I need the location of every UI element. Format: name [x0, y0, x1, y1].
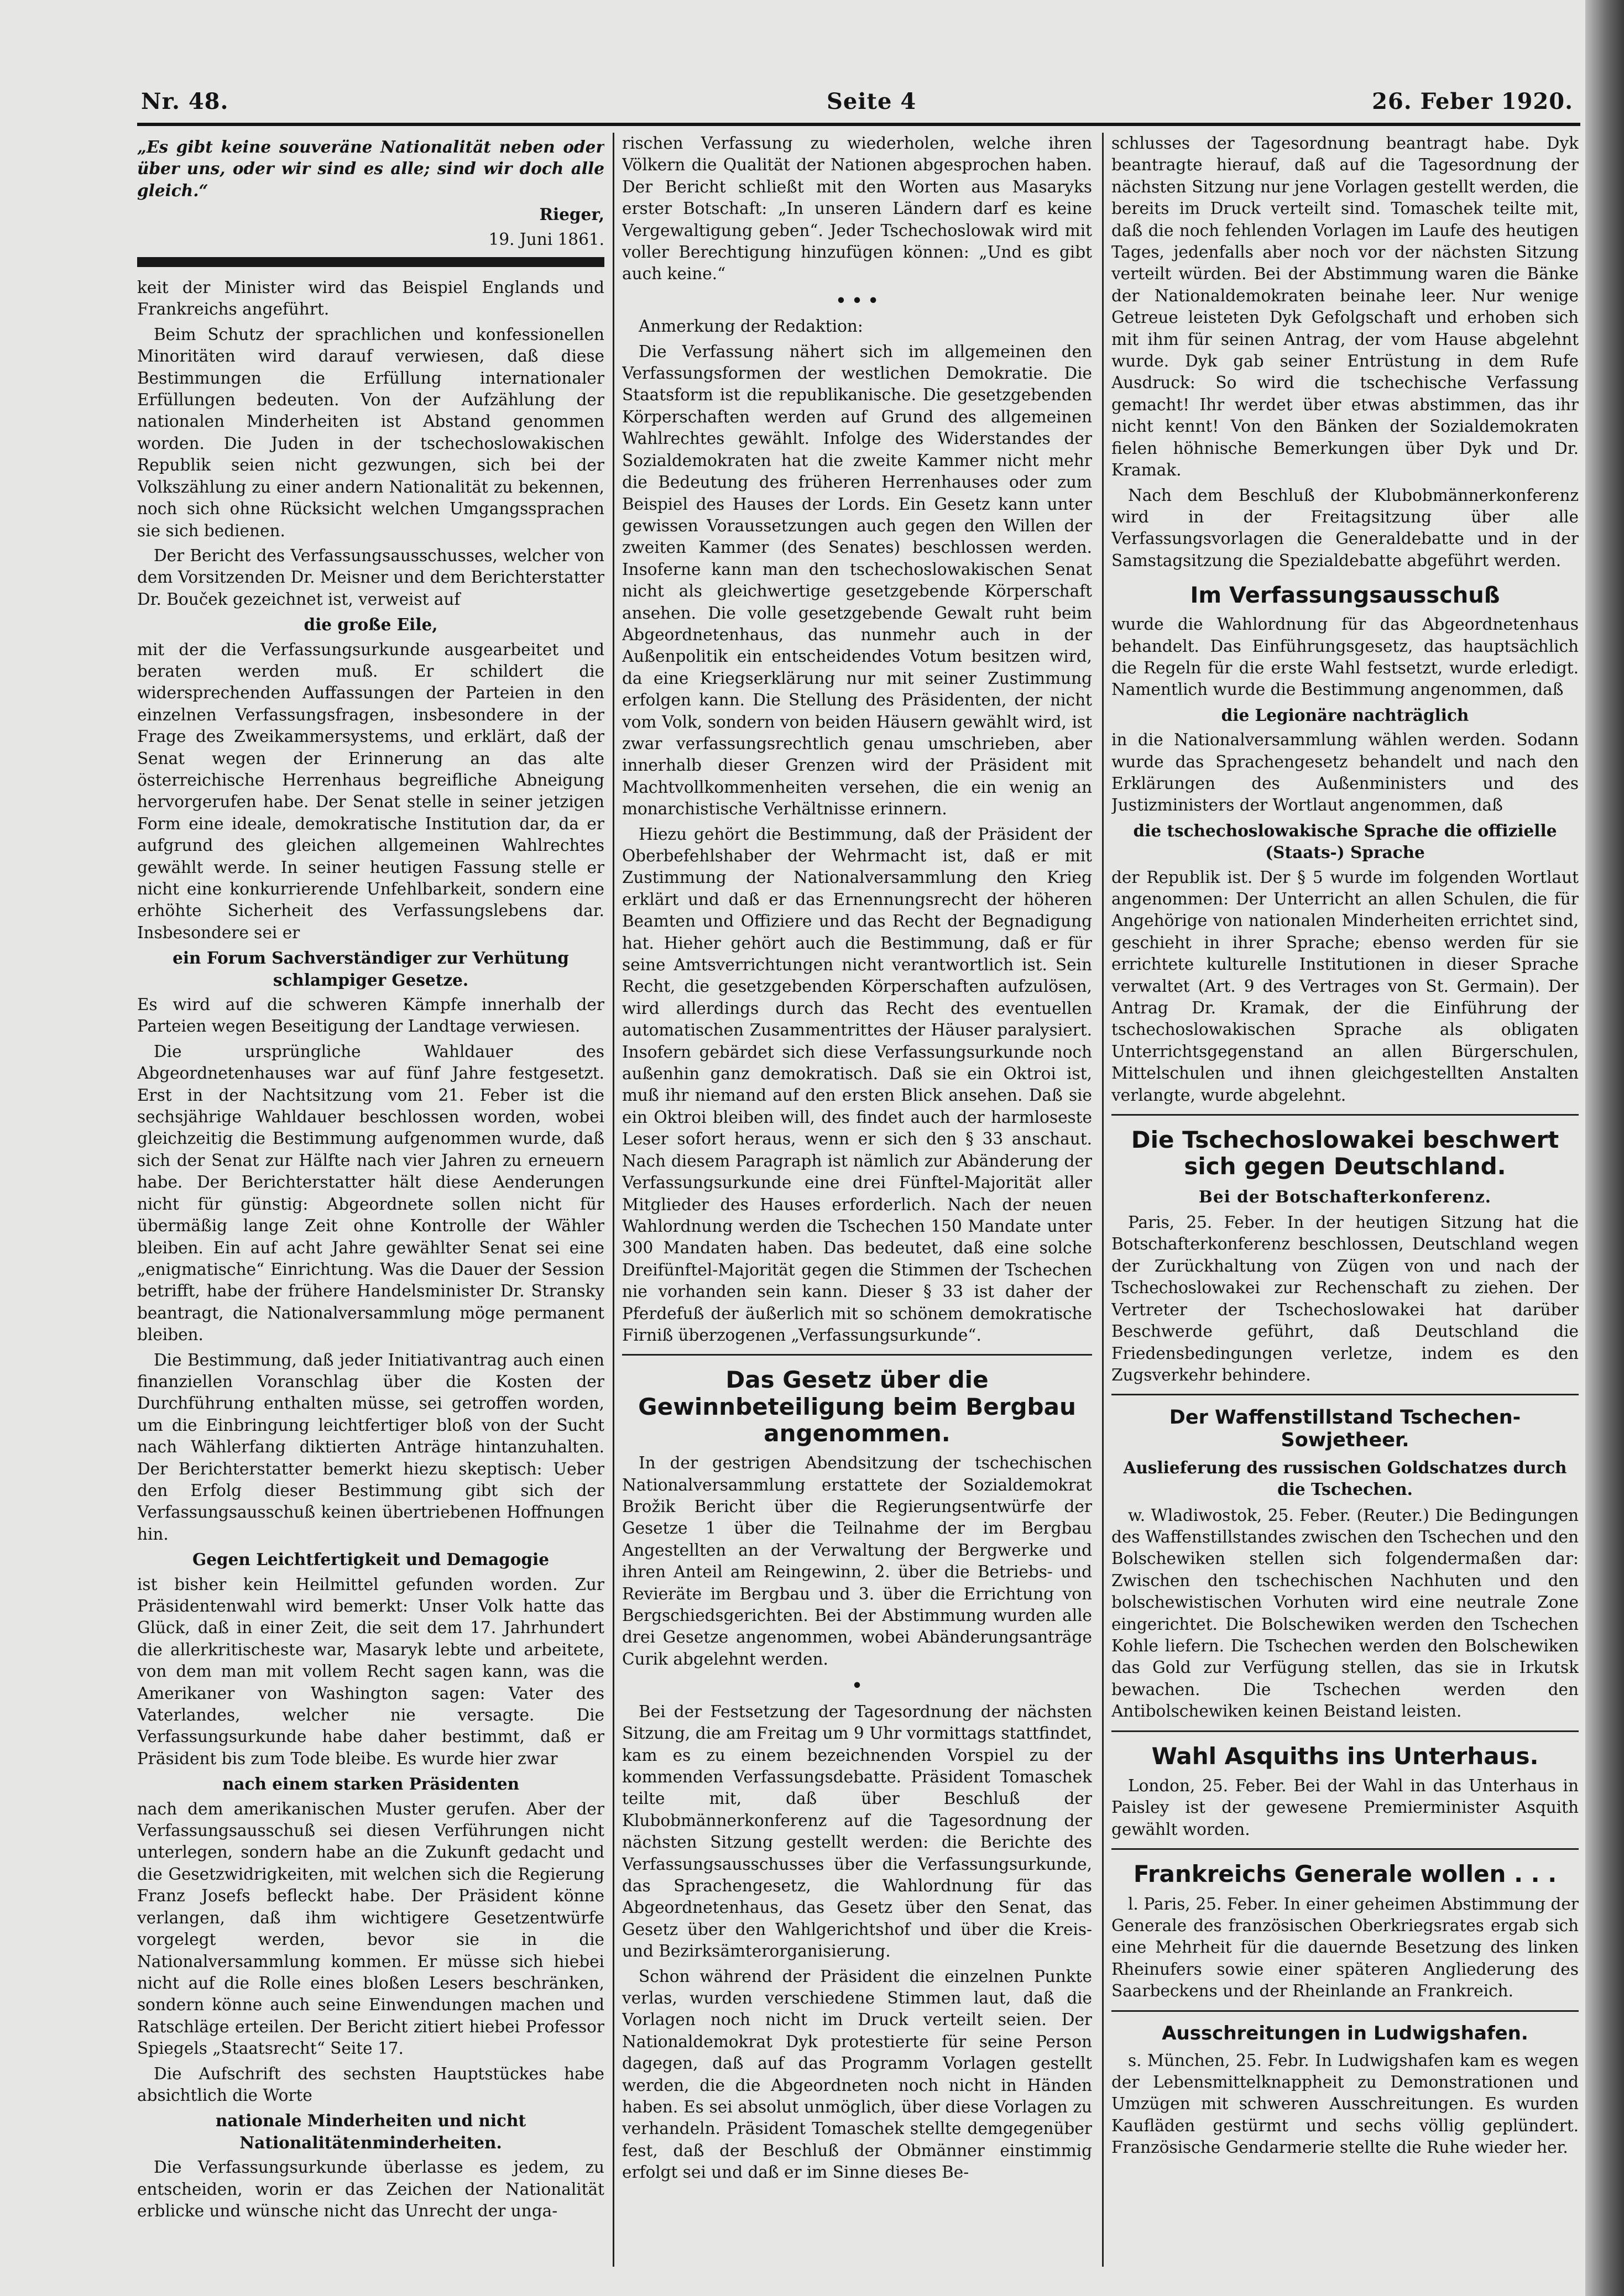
column-rule: [1102, 133, 1104, 2267]
article-paragraph: London, 25. Feber. Bei der Wahl in das Unterhaus in Paisley ist der gewesene Premierminister Asquith gewählt worden.: [1111, 1776, 1579, 1839]
section-rule: [1111, 1394, 1579, 1395]
article-paragraph: Die Verfassungsurkunde überlasse es jedem, zu entscheiden, worin er das Zeichen der Nationalität erblicke und wünsche nicht das Unrecht der unga-: [137, 2158, 604, 2220]
section-rule: [1111, 1730, 1579, 1732]
subheading: die große Eile,: [304, 615, 438, 635]
article-paragraph: Beim Schutz der sprachlichen und konfessionellen Minoritäten wird darauf verwiesen, daß diese Bestimmungen die Erfüllung internationaler Erfüllungen bedeuten. Von der Aufzählung der nationalen Minderheiten ist Abstand genommen worden. Die Juden in der tschechoslowakischen Republik seien nicht gezwungen, sich bei der Volkszählung zu einer andern Nationalität zu bekennen, noch sich ohne Rücksicht welchen Umgangssprachen sie sich bedienen.: [137, 325, 604, 540]
headline-verfassungsausschuss: Im Verfassungsausschuß: [1190, 583, 1500, 609]
article-paragraph: l. Paris, 25. Feber. In einer geheimen Abstimmung der Generale des französischen Oberkriegsrates ergab sich eine Mehrheit für die dauernde Besetzung des linken Rheinufers sowie einer späteren Angliederung des Saarbeckens und der Rheinlande an Frankreich.: [1111, 1894, 1579, 2001]
article-paragraph: der Republik ist. Der § 5 wurde im folgenden Wortlaut angenommen: Der Unterricht an allen Schulen, die für Angehörige von nationalen Minderheiten errichtet sind, geschieht in ihrer Sprache; ebenso werden für sie errichtete kulturelle Institutionen in dieser Sprache verwaltet (Art. 9 des Vertrages von St. Germain). Der Antrag Dr. Kramak, der die Einführung der tschechoslowakischen Sprache als obligaten Unterrichtsgegenstand an allen Bürgerschulen, Mittelschulen und ihnen gleichgestellten Anstalten verlangte, wurde abgelehnt.: [1111, 867, 1579, 1105]
motto-date: 19. Juni 1861.: [488, 229, 604, 249]
article-paragraph: In der gestrigen Abendsitzung der tschechischen Nationalversammlung erstattete der Sozialdemokrat Brožik Bericht über die Regierungsentwürfe der Gesetze 1 über die Teilnahme der im Bergbau Angestellten an der Verwaltung der Bergwerke und ihren Anteil am Reingewinn, 2. über die Betriebs- und Revieräte im Bergbau und 3. über die Errichtung von Bergschiedsgerichten. Bei der Abstimmung wurden alle drei Gesetze angenommen, wobei Abänderungsanträge Curik abgelehnt werden.: [622, 1453, 1092, 1669]
subheading: ein Forum Sachverständiger zur Verhütung schlampiger Gesetze.: [173, 948, 569, 990]
article-paragraph: Nach dem Beschluß der Klubobmännerkonferenz wird in der Freitagsitzung über alle Verfassungsvorlagen die Generaldebatte und in der Samstagsitzung die Spezialdebatte abgeführt werden.: [1111, 485, 1579, 570]
section-rule: [1111, 2010, 1579, 2012]
issue-number: Nr. 48.: [141, 88, 229, 114]
article-paragraph: s. München, 25. Febr. In Ludwigshafen kam es wegen der Lebensmittelknappheit zu Demonstrationen und Umzügen mit schweren Ausschreitungen. Es wurden Kaufläden gestürmt und sechs völlig geplündert. Französische Gendarmerie stellte die Ruhe wieder her.: [1111, 2051, 1579, 2157]
article-paragraph: ist bisher kein Heilmittel gefunden worden. Zur Präsidentenwahl wird bemerkt: Unser Volk hatte das Glück, daß in einer Zeit, die seit dem 17. Jahrhundert die allerkritischeste war, Masaryk lebte und arbeitete, von dem man mit vollem Recht sagen kann, was die Amerikaner von Washington sagen: Vater des Vaterlandes, welcher nie versagte. Die Verfassungsurkunde habe daher bestimmt, daß er Präsident bis zum Tode bleibe. Es wurde hier zwar: [137, 1575, 604, 1768]
article-paragraph: keit der Minister wird das Beispiel Englands und Frankreichs angeführt.: [137, 278, 604, 319]
headline-gewinnbeteiligung: Das Gesetz über die Gewinnbeteiligung beim Bergbau angenommen.: [638, 1366, 1076, 1447]
headline-waffenstillstand: Der Waffenstillstand Tschechen-Sowjetheer.: [1169, 1406, 1521, 1451]
article-paragraph: in die Nationalversammlung wählen werden. Sodann wurde das Sprachengesetz behandelt und nach den Erklärungen des Außenministers und des Justizministers der Wortlaut angenommen, daß: [1111, 730, 1579, 815]
subheadline: Auslieferung des russischen Goldschatzes durch die Tschechen.: [1123, 1457, 1567, 1499]
subheading: nach einem starken Präsidenten: [222, 1774, 520, 1794]
subheading: Gegen Leichtfertigkeit und Demagogie: [192, 1550, 549, 1570]
subheading: nationale Minderheiten und nicht Nationalitätenminderheiten.: [215, 2111, 526, 2152]
section-rule: [1111, 1848, 1579, 1850]
column-rule: [613, 133, 614, 2267]
article-paragraph: Die Bestimmung, daß jeder Initiativantrag auch einen finanziellen Voranschlag über die Kosten der Durchführung enthalten müsse, sei getroffen worden, um die Einbringung leichtfertiger bloß von der Sucht nach Wählerfang diktierten Anträge hintanzuhalten. Der Berichterstatter bemerkt hiezu skeptisch: Ueber den Erfolg dieser Bestimmung gibt sich der Verfassungsausschuß keinen übertriebenen Hoffnungen hin.: [137, 1350, 604, 1544]
article-paragraph: Die Verfassung nähert sich im allgemeinen den Verfassungsformen der westlichen Demokratie. Die Staatsform ist die republikanische. Die gesetzgebenden Körperschaften werden auf Grund des allgemeinen Wahlrechtes gewählt. Infolge des Widerstandes der Sozialdemokraten hat die zweite Kammer nicht mehr die Bedeutung des früheren Herrenhauses oder zum Beispiel des Hauses der Lords. Ein Gesetz kann unter gewissen Voraussetzungen auch gegen den Willen der zweiten Kammer (des Senates) beschlossen werden. Insoferne kann man den tschechoslowakischen Senat nicht als gleichwertige gesetzgebende Körperschaft ansehen. Die volle gesetzgebende Gewalt ruht beim Abgeordnetenhaus, das nunmehr auch in der Außenpolitik ein entscheidendes Votum besitzen wird, da eine Kriegserklärung nur mit seiner Zustimmung erfolgen kann. Die Stellung des Präsidenten, der nicht vom Volk, sondern von beiden Häusern gewählt wird, ist zwar verfassungsrechtlich genau umschrieben, aber innerhalb dieser Grenzen wird der Präsident mit Machtvollkommenheiten versehen, die ein wenig an monarchistische Verhältnisse erinnern.: [622, 342, 1092, 819]
article-paragraph: Schon während der Präsident die einzelnen Punkte verlas, wurden verschiedene Stimmen laut, daß die Vorlagen noch nicht im Druck verteilt seien. Der Nationaldemokrat Dyk protestierte für seine Person dagegen, daß auf das Programm Vorlagen gestellt werden, die die Abgeordneten noch nicht in Händen haben. Es sei absolut unmöglich, über diese Vorlagen zu verhandeln. Präsident Tomaschek stellte demgegenüber fest, daß der Beschluß der Obmänner einstimmig erfolgt sei und daß er im Sinne dieses Be-: [622, 1966, 1092, 2182]
binding-shadow: [1585, 0, 1624, 2296]
column-1: [137, 133, 604, 2278]
article-paragraph: schlusses der Tagesordnung beantragt habe. Dyk beantragte hierauf, daß auf die Tagesordnung der nächsten Sitzung nur jene Vorlagen gestellt werden, die bereits im Druck verteilt sind. Tomaschek teilte mit, daß die noch fehlenden Vorlagen im Laufe des heutigen Tages, jedenfalls aber noch vor der nächsten Sitzung verteilt würden. Bei der Abstimmung waren die Bänke der Nationaldemokraten beinahe leer. Nur wenige Getreue leisteten Dyk Gefolgschaft und erhoben sich mit ihm für seinen Antrag, der vom Hause abgelehnt wurde. Dyk gab seiner Entrüstung in dem Rufe Ausdruck: So wird die tschechische Verfassung gemacht! Ihr werdet über etwas abstimmen, das ihr nicht kennt! Von den Bänken der Sozialdemokraten fielen höhnische Bemerkungen über Dyk und Dr. Kramak.: [1111, 134, 1579, 480]
article-paragraph: Hiezu gehört die Bestimmung, daß der Präsident der Oberbefehlshaber der Wehrmacht ist, daß er mit Zustimmung der Nationalversammlung den Krieg erklärt und daß er das Ernennungsrecht der höheren Beamten und Offiziere und das Recht der Begnadigung hat. Hieher gehört auch die Bestimmung, daß er für seine Amtsverrichtungen nicht verantwortlich ist. Sein Recht, die gesetzgebenden Körperschaften aufzulösen, wird allerdings durch das Recht des eventuellen automatischen Zusammentrittes der Häuser paralysiert. Insofern gebärdet sich diese Verfassungsurkunde noch außenhin ganz demokratisch. Daß sie ein Oktroi ist, muß ihr niemand auf den ersten Blick ansehen. Daß sie ein Oktroi bleiben will, des findet auch der harmloseste Leser sofort heraus, wenn er sich den § 33 anschaut. Nach diesem Paragraph ist nämlich zur Abänderung der Verfassungsurkunde eine drei Fünftel-Majorität aller Mitglieder des Hauses erforderlich. Nach der neuen Wahlordnung werden die Tschechen 150 Mandate unter 300 Mandaten haben. Das bedeutet, daß eine solche Dreifünftel-Majorität gegen die Stimmen der Tschechen nie vorhanden sein kann. Dieser § 33 ist daher der Pferdefuß der äußerlich mit so schönem demokratische Firniß überzogenen „Verfassungsurkunde“.: [622, 824, 1092, 1345]
column-3: [1111, 133, 1579, 2278]
editorial-note-heading: Anmerkung der Redaktion:: [639, 317, 863, 336]
article-paragraph: Es wird auf die schweren Kämpfe innerhalb der Parteien wegen Beseitigung der Landtage verwiesen.: [137, 995, 604, 1036]
motto-quote: „Es gibt keine souveräne Nationalität neben oder über uns, oder wir sind es alle; sind wir doch alle gleich.“: [137, 137, 604, 200]
header-rule: [137, 123, 1580, 126]
section-rule: [622, 1354, 1092, 1356]
subheadline: Bei der Botschafterkonferenz.: [1198, 1186, 1492, 1206]
headline-tschechoslowakei: Die Tschechoslowakei beschwert sich gegen Deutschland.: [1131, 1126, 1559, 1180]
column-2: [622, 133, 1092, 2278]
motto-author: Rieger,: [539, 205, 604, 224]
article-paragraph: rischen Verfassung zu wiederholen, welche ihren Völkern die Qualität der Nationen abgesprochen haben. Der Bericht schließt mit den Worten aus Masaryks erster Botschaft: „In unseren Ländern darf es keine Vergewaltigung geben“. Jeder Tschechoslowak wird mit voller Berechtigung hinzufügen können: „Und es gibt auch keine.“: [622, 134, 1092, 284]
article-paragraph: Der Bericht des Verfassungsausschusses, welcher von dem Vorsitzenden Dr. Meisner und dem Berichterstatter Dr. Bouček gezeichnet ist, verweist auf: [137, 546, 604, 609]
section-rule: [1111, 1114, 1579, 1116]
headline-ludwigshafen: Ausschreitungen in Ludwigshafen.: [1162, 2022, 1528, 2044]
separator-star: •: [852, 1676, 863, 1696]
page-header: [141, 88, 1573, 127]
section-rule: [137, 257, 604, 267]
page-number: Seite 4: [827, 88, 917, 114]
article-paragraph: Die ursprüngliche Wahldauer des Abgeordnetenhauses war auf fünf Jahre festgesetzt. Erst in der Nachtsitzung vom 21. Feber ist die sechsjährige Wahldauer beschlossen worden, wobei gleichzeitig die Bestimmung aufgenommen wurde, daß sich der Senat zur Hälfte nach vier Jahren zu erneuern habe. Der Berichterstatter hält diese Aenderungen nicht für günstig: Abgeordnete sollen nicht für übermäßig lange Zeit ohne Kontrolle der Wähler bleiben. Ein auf acht Jahre gewählter Senat sei eine „enigmatische“ Einrichtung. Was die Dauer der Session betrifft, habe der frühere Handelsminister Dr. Stransky beantragt, die Nationalversammlung möge permanent bleiben.: [137, 1042, 604, 1345]
headline-asquith: Wahl Asquiths ins Unterhaus.: [1151, 1742, 1539, 1770]
article-paragraph: wurde die Wahlordnung für das Abgeordnetenhaus behandelt. Das Einführungsgesetz, das hauptsächlich die Regeln für die erste Wahl festsetzt, wurde erledigt. Namentlich wurde die Bestimmung angenommen, daß: [1111, 615, 1579, 699]
article-paragraph: mit der die Verfassungsurkunde ausgearbeitet und beraten werden muß. Er schildert die widersprechenden Auffassungen der Parteien in den einzelnen Verfassungsfragen, insbesondere in der Frage des Zweikammersystems, und erklärt, daß der Senat wegen der Erinnerung an das alte österreichische Herrenhaus begreifliche Abneigung hervorgerufen habe. Der Senat stelle in seiner jetzigen Form eine ideale, demokratische Institution dar, da er aufgrund des gleichen allgemeinen Wahlrechtes gewählt werde. In seiner heutigen Fassung stelle er nicht eine konkurrierende Unfehlbarkeit, sondern eine erhöhte Sicherheit des Verfassungslebens dar. Insbesondere sei er: [137, 640, 604, 942]
article-paragraph: nach dem amerikanischen Muster gerufen. Aber der Verfassungsausschuß sei diesen Verführungen nicht unterlegen, sondern habe an die Zukunft gedacht und die Gesetzwidrigkeiten, mit welchen sich die Regierung Franz Josefs befleckt habe. Der Präsident könne verlangen, daß ihm wichtigere Gesetzentwürfe vorgelegt werden, bevor sie in die Nationalversammlung kommen. Er müsse sich hiebei nicht auf die Rolle eines bloßen Lesers beschränken, sondern könne auch seine Einwendungen machen und Ratschläge erteilen. Der Bericht zitiert hiebei Professor Spiegels „Staatsrecht“ Seite 17.: [137, 1799, 604, 2058]
subheading: die tschechoslowakische Sprache die offizielle (Staats-) Sprache: [1133, 820, 1557, 862]
article-paragraph: Paris, 25. Feber. In der heutigen Sitzung hat die Botschafterkonferenz beschlossen, Deutschland wegen der Zurückhaltung von Zügen von und nach der Tschechoslowakei zur Rechenschaft zu ziehen. Der Vertreter der Tschechoslowakei hat darüber Beschwerde geführt, daß Deutschland die Friedensbedingungen verletze, indem es den Zugsverkehr behindere.: [1111, 1213, 1579, 1384]
article-paragraph: Die Aufschrift des sechsten Hauptstückes habe absichtlich die Worte: [137, 2064, 604, 2105]
headline-frankreich: Frankreichs Generale wollen . . .: [1133, 1860, 1557, 1888]
article-paragraph: w. Wladiwostok, 25. Feber. (Reuter.) Die Bedingungen des Waffenstillstandes zwischen den Tschechen und den Bolschewiken stellen sich folgendermaßen dar: Zwischen den tschechischen Nachhuten und den bolschewistischen Vorhuten wird eine neutrale Zone eingerichtet. Die Bolschewiken werden den Tschechen Kohle liefern. Die Tschechen werden den Bolschewiken das Gold zur Verfügung stellen, das sie in Irkutsk bewachen. Die Tschechen werden den Antibolschewiken keinen Beistand leisten.: [1111, 1505, 1579, 1721]
subheading: die Legionäre nachträglich: [1221, 705, 1469, 725]
separator-stars: • • •: [836, 290, 879, 310]
article-paragraph: Bei der Festsetzung der Tagesordnung der nächsten Sitzung, die am Freitag um 9 Uhr vormittags stattfindet, kam es zu einem bezeichnenden Vorspiel zu der kommenden Verfassungsdebatte. Präsident Tomaschek teilte mit, daß über Beschluß der Klubobmännerkonferenz auf die Tagesordnung der nächsten Sitzung gestellt werden: die Berichte des Verfassungsausschusses über die Verfassungsurkunde, das Sprachengesetz, die Wahlordnung für das Abgeordnetenhaus, das Gesetz über den Senat, das Gesetz über den Wahlgerichtshof und über die Kreis- und Bezirksämterorganisierung.: [622, 1702, 1092, 1961]
issue-date: 26. Feber 1920.: [1372, 88, 1573, 114]
